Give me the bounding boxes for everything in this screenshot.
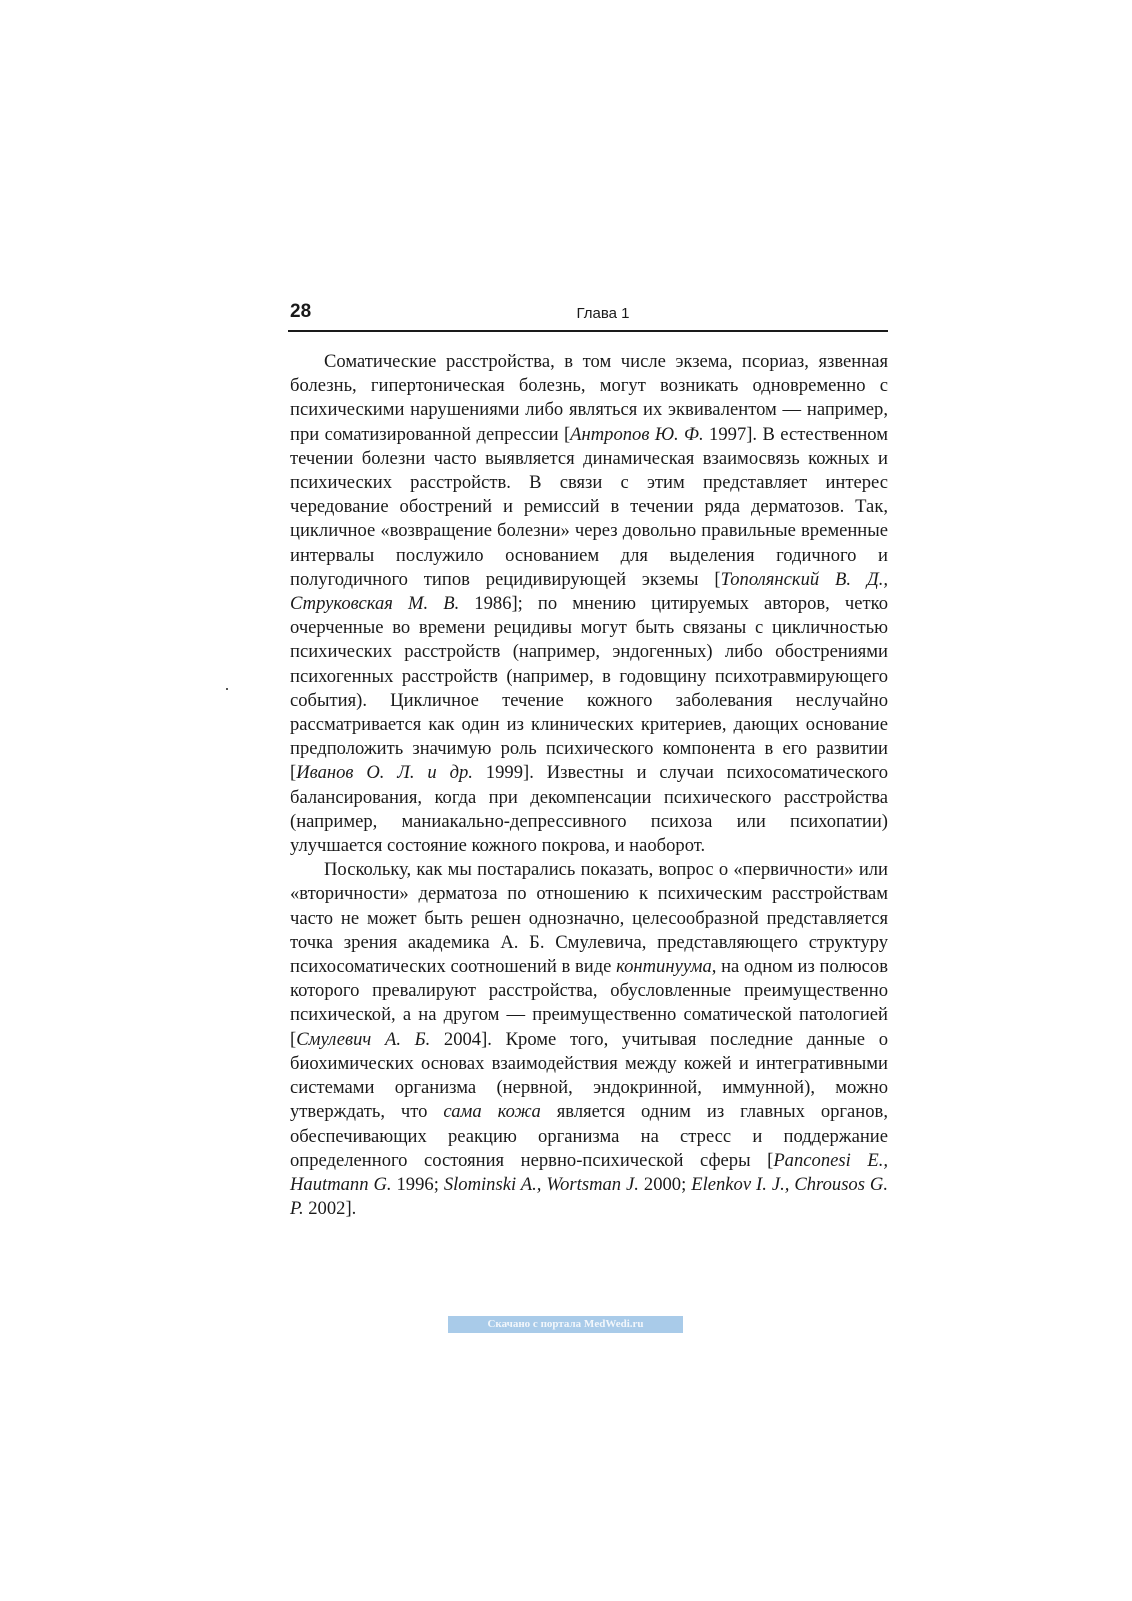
text-run: Соматические расстройства, в том числе экзема, псориаз, язвенная болезнь, гипертоническая болезнь, могут возникать одновременно с психическими нарушениями либо являться их эквивалентом — например, при соматизированной депрессии [	[290, 351, 888, 445]
chapter-title: Глава 1	[576, 305, 630, 322]
running-header	[288, 300, 888, 332]
body-text	[290, 350, 888, 1221]
paragraph-1	[290, 350, 888, 858]
citation: Panconesi E., Hautmann G.	[290, 1149, 888, 1195]
scan-speck	[226, 688, 228, 690]
text-run: 1996;	[391, 1173, 444, 1195]
text-run: 1986]; по мнению цитируемых авторов, четко очерченные во времени рецидивы могут быть связаны с цикличностью психических расстройств (например, эндогенных) либо обострениями психогенных расстройств (например, в годовщину психотравмирующего события). Цикличное течение кожного заболевания неслучайно рассматривается как один из клинических критериев, дающих основание предположить значимую роль психического компонента в его развитии [	[290, 593, 888, 784]
text-run: Поскольку, как мы постарались показать, вопрос о «первичности» или «вторичности» дерматоза по отношению к психическим расстройствам часто не может быть решен однозначно, целесообразной представляется точка зрения академика А. Б. Смулевича, представляющего структуру психосоматических соотношений в виде	[290, 859, 888, 978]
citation: Иванов О. Л. и др.	[296, 762, 473, 784]
page-number: 28	[290, 301, 312, 322]
citation: Slominski A., Wortsman J.	[443, 1173, 639, 1195]
citation: Антропов Ю. Ф.	[570, 423, 704, 445]
citation: Elenkov I. J., Chrousos G. P.	[290, 1173, 888, 1220]
download-watermark: Скачано с портала MedWedi.ru	[448, 1316, 683, 1333]
citation: Тополянский В. Д., Струковская М. В.	[290, 568, 888, 615]
emphasis: сама кожа	[443, 1101, 541, 1123]
text-run: 2000;	[638, 1173, 692, 1195]
paragraph-2	[290, 858, 888, 1221]
text-run: 1999]. Известны и случаи психосоматического балансирования, когда при декомпенсации психического расстройства (например, маниакально-депрессивного психоза или психопатии) улучшается состояние кожного покрова, и наоборот.	[290, 762, 889, 857]
text-run: 1997]. В естественном течении болезни часто выявляется динамическая взаимосвязь кожных и психических расстройств. В связи с этим представляет интерес чередование обострений и ремиссий в течении ряда дерматозов. Так, цикличное «возвращение болезни» через довольно правильные временные интервалы послужило основанием для выделения годичного и полугодичного типов рецидивирующей экземы [	[290, 423, 888, 590]
text-run: , на одном из полюсов которого превалируют расстройства, обусловленные преимущественно психической, а на другом — преимущественно соматической патологией [	[290, 956, 889, 1050]
text-run: является одним из главных органов, обеспечивающих реакцию организма на стресс и поддержание определенного состояния нервно-психической сферы [	[290, 1101, 888, 1171]
emphasis: континуума	[616, 956, 712, 978]
text-run: 2004]. Кроме того, учитывая последние данные о биохимических основах взаимодействия между кожей и интегративными системами организма (нервной, эндокринной, иммунной), можно утверждать, что	[290, 1028, 888, 1123]
text-run: 2002].	[303, 1198, 357, 1220]
citation: Смулевич А. Б.	[296, 1028, 431, 1050]
